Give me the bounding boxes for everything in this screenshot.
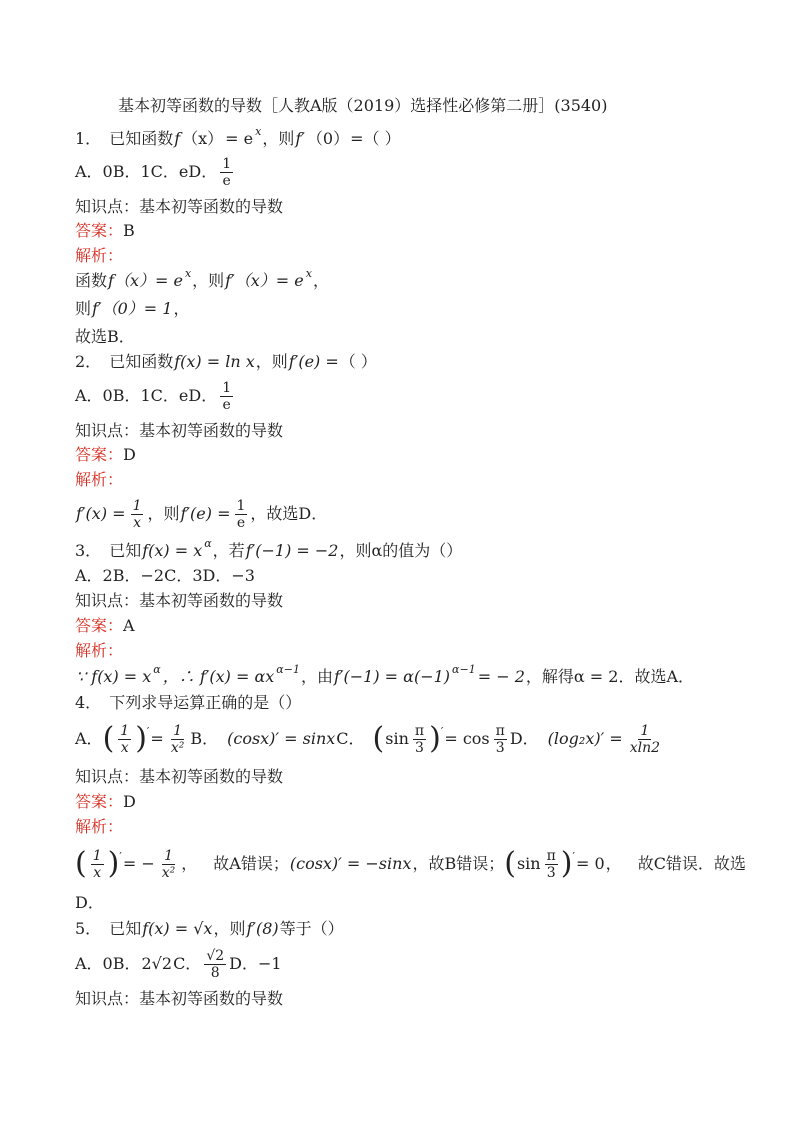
question-1-knowledge-point: 知识点： 基本初等函数的导数 bbox=[75, 197, 284, 216]
question-5-stem: 5． 已知 f(x) = √x ，则 f′(8) 等于（） bbox=[75, 919, 344, 938]
question-3-options: A．2B．−2C．3D．−3 bbox=[75, 566, 255, 585]
question-1-solution-line-3: 故选B． bbox=[75, 327, 135, 346]
fraction: $\frac{1}{x}$ bbox=[120, 722, 130, 756]
question-1-solution-line-2: 则 f′（0）= 1 ， bbox=[75, 299, 190, 318]
question-1-analysis-label: 解析： bbox=[75, 246, 124, 265]
fraction: $\frac{1}{xln2}$ bbox=[629, 722, 661, 756]
question-2-analysis-label: 解析： bbox=[75, 470, 124, 489]
question-3-solution: ∵ f(x) = x α ，∴ f′(x) = αx α−1 ，由 f′(−1) = α(−1) α−1 = − 2 ，解得α = 2．故选A． bbox=[76, 663, 694, 686]
fraction: $\frac{1}{x}$ bbox=[132, 497, 142, 531]
fraction: $\frac{1}{\text{x²}}$ bbox=[161, 847, 176, 881]
question-3-answer: 答案： A bbox=[75, 616, 135, 635]
fraction: $\frac{1}{e}$ bbox=[236, 497, 246, 531]
question-2-solution: f′(x) = $\frac{1}{x}$ ，则 f′(e) = $\frac{1}{e}$ ，故选D． bbox=[76, 497, 328, 531]
fraction: $\frac{\pi}{3}$ bbox=[546, 847, 556, 881]
fraction: $\frac{1}{x}$ bbox=[92, 847, 102, 881]
fraction: $\frac{1}{e}$ bbox=[222, 379, 232, 413]
question-4-stem: 4． 下列求导运算正确的是（） bbox=[75, 693, 302, 712]
question-1-stem: 1． 已知函数 f （x） = e x ，则 f′ （0） =（ ） bbox=[75, 125, 401, 148]
fraction: $\frac{\pi}{3}$ bbox=[414, 722, 425, 756]
question-5-knowledge-point: 知识点： 基本初等函数的导数 bbox=[75, 989, 284, 1008]
fraction: $\frac{√2}{8}$ bbox=[206, 947, 225, 981]
question-4-options: A． ( $\frac{1}{x}$ ) ′ = $\frac{1}{\text{x²}}$ B． (cosx)′ = sinx C． ( sin $\frac{\pi}{3}$ ) ′ = cos $\frac{\pi}{3}$ D． (log₂x)′ = $\frac{1}{xln2}$ bbox=[75, 716, 666, 762]
fraction: $\frac{\pi}{3}$ bbox=[495, 722, 505, 756]
question-4-analysis-label: 解析： bbox=[75, 817, 124, 836]
fraction: $\frac{1}{\text{x²}}$ bbox=[170, 722, 185, 756]
question-2-stem: 2． 已知函数 f(x) = ln x ，则 f′(e) = （ ） bbox=[75, 352, 377, 371]
question-1-answer: 答案： B bbox=[75, 221, 135, 240]
question-4-solution-line-2: D． bbox=[75, 893, 104, 912]
question-2-answer: 答案： D bbox=[75, 445, 136, 464]
question-1-solution-line-1: 函数 f（x）= e x ，则 f′（x）= e x ， bbox=[75, 267, 329, 290]
title-text: 基本初等函数的导数［人教A版（2019）选择性必修第二册］(3540) bbox=[118, 96, 608, 115]
question-4-knowledge-point: 知识点： 基本初等函数的导数 bbox=[75, 767, 284, 786]
fraction: $\frac{1}{e}$ bbox=[222, 155, 232, 189]
question-4-answer: 答案： D bbox=[75, 792, 136, 811]
question-2-knowledge-point: 知识点： 基本初等函数的导数 bbox=[75, 421, 284, 440]
page-title bbox=[118, 95, 607, 117]
question-3-knowledge-point: 知识点： 基本初等函数的导数 bbox=[75, 591, 284, 610]
question-3-stem: 3． 已知 f(x) = x α ，若 f′(−1) = −2 ，则α的值为（） bbox=[75, 537, 463, 560]
question-4-solution-line-1: ( $\frac{1}{x}$ ) ′ = − $\frac{1}{\text{x²}}$ ， 故A错误； (cosx)′ = −sinx ，故B错误； ( sin $\frac{\pi}{3}$ ) ′ = 0 ， 故C错误．故选 bbox=[75, 846, 746, 881]
question-5-options: A．0B． 2√2 C． $\frac{√2}{8}$ D．−1 bbox=[75, 947, 282, 981]
question-3-analysis-label: 解析： bbox=[75, 641, 124, 660]
question-2-options: A．0B．1C．eD． $\frac{1}{e}$ bbox=[75, 379, 232, 413]
question-1-options: A．0B．1C．eD． $\frac{1}{e}$ bbox=[75, 155, 232, 189]
